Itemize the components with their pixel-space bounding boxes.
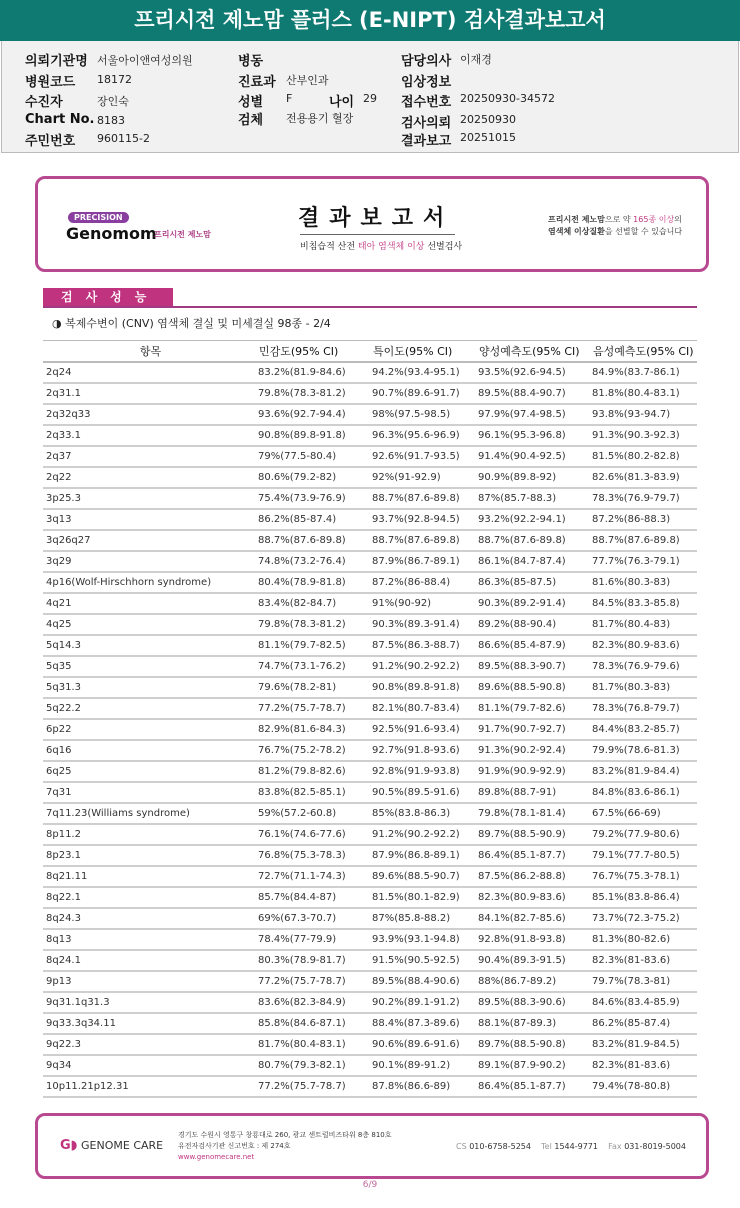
request-value: 20250930 bbox=[460, 113, 516, 126]
cell-npv: 78.3%(76.9-79.6) bbox=[592, 656, 697, 677]
tagline-text: 염색체 이상질환 bbox=[548, 227, 605, 236]
genomom-logo-kr: 프리시전 제노맘 bbox=[154, 230, 211, 239]
cell-specificity: 94.2%(93.4-95.1) bbox=[372, 362, 478, 383]
cell-item: 3q26q27 bbox=[43, 530, 258, 551]
table-row bbox=[43, 992, 697, 1013]
cs-label: CS bbox=[456, 1142, 467, 1151]
report-subtitle bbox=[300, 239, 462, 252]
age-label: 나이 bbox=[329, 95, 355, 110]
section-divider bbox=[43, 306, 697, 308]
cell-item: 6q25 bbox=[43, 761, 258, 782]
cell-specificity: 90.8%(89.8-91.8) bbox=[372, 677, 478, 698]
cell-item: 2q32q33 bbox=[43, 404, 258, 425]
cell-ppv: 91.3%(90.2-92.4) bbox=[478, 740, 592, 761]
table-row bbox=[43, 404, 697, 425]
cell-sensitivity: 83.6%(82.3-84.9) bbox=[258, 992, 372, 1013]
cell-npv: 91.3%(90.3-92.3) bbox=[592, 425, 697, 446]
table-header-row bbox=[43, 341, 697, 363]
cell-specificity: 92%(91-92.9) bbox=[372, 467, 478, 488]
cell-sensitivity: 82.9%(81.6-84.3) bbox=[258, 719, 372, 740]
table-row bbox=[43, 656, 697, 677]
cell-sensitivity: 80.7%(79.3-82.1) bbox=[258, 1055, 372, 1076]
tagline-text: 으로 약 bbox=[604, 215, 634, 224]
cell-ppv: 82.3%(80.9-83.6) bbox=[478, 887, 592, 908]
receipt-label: 접수번호 bbox=[401, 95, 452, 110]
tel-number: 1544-9771 bbox=[554, 1142, 598, 1151]
table-row bbox=[43, 551, 697, 572]
cell-item: 9p13 bbox=[43, 971, 258, 992]
cell-ppv: 89.7%(88.5-90.8) bbox=[478, 1034, 592, 1055]
cell-sensitivity: 79.6%(78.2-81) bbox=[258, 677, 372, 698]
cell-sensitivity: 83.4%(82-84.7) bbox=[258, 593, 372, 614]
cell-sensitivity: 80.4%(78.9-81.8) bbox=[258, 572, 372, 593]
cell-specificity: 90.6%(89.6-91.6) bbox=[372, 1034, 478, 1055]
cell-npv: 82.3%(81-83.6) bbox=[592, 950, 697, 971]
cell-item: 2q31.1 bbox=[43, 383, 258, 404]
tagline-text: 의 bbox=[674, 215, 682, 224]
cell-ppv: 90.4%(89.3-91.5) bbox=[478, 950, 592, 971]
cell-specificity: 90.3%(89.3-91.4) bbox=[372, 614, 478, 635]
doctor-value: 이재경 bbox=[460, 53, 492, 66]
cell-item: 6q16 bbox=[43, 740, 258, 761]
table-row bbox=[43, 971, 697, 992]
cell-item: 8p11.2 bbox=[43, 824, 258, 845]
chart-value: 8183 bbox=[97, 114, 125, 127]
cell-ppv: 81.1%(79.7-82.6) bbox=[478, 698, 592, 719]
table-row bbox=[43, 1055, 697, 1076]
cell-ppv: 87.5%(86.2-88.8) bbox=[478, 866, 592, 887]
cell-npv: 82.3%(80.9-83.6) bbox=[592, 635, 697, 656]
section-subtitle: ◑ 복제수변이 (CNV) 염색체 결실 및 미세결실 98종 - 2/4 bbox=[52, 317, 331, 330]
cell-ppv: 88.1%(87-89.3) bbox=[478, 1013, 592, 1034]
cell-sensitivity: 69%(67.3-70.7) bbox=[258, 908, 372, 929]
cell-ppv: 91.4%(90.4-92.5) bbox=[478, 446, 592, 467]
cell-sensitivity: 93.6%(92.7-94.4) bbox=[258, 404, 372, 425]
cell-item: 2q33.1 bbox=[43, 425, 258, 446]
cell-npv: 93.8%(93-94.7) bbox=[592, 404, 697, 425]
cell-sensitivity: 83.2%(81.9-84.6) bbox=[258, 362, 372, 383]
age-value: 29 bbox=[363, 92, 377, 105]
cell-specificity: 92.5%(91.6-93.4) bbox=[372, 719, 478, 740]
cell-specificity: 87.5%(86.3-88.7) bbox=[372, 635, 478, 656]
cell-sensitivity: 77.2%(75.7-78.7) bbox=[258, 971, 372, 992]
cell-item: 3q29 bbox=[43, 551, 258, 572]
cell-item: 8q24.3 bbox=[43, 908, 258, 929]
cell-ppv: 89.5%(88.3-90.7) bbox=[478, 656, 592, 677]
cell-npv: 81.6%(80.3-83) bbox=[592, 572, 697, 593]
cell-specificity: 87%(85.8-88.2) bbox=[372, 908, 478, 929]
cell-item: 2q22 bbox=[43, 467, 258, 488]
code-value: 18172 bbox=[97, 73, 132, 86]
page-number: 6/9 bbox=[362, 1180, 378, 1190]
section-tab: 검사성능 bbox=[43, 288, 173, 307]
cell-item: 8q24.1 bbox=[43, 950, 258, 971]
cell-specificity: 89.6%(88.5-90.7) bbox=[372, 866, 478, 887]
cell-sensitivity: 90.8%(89.8-91.8) bbox=[258, 425, 372, 446]
cell-sensitivity: 80.3%(78.9-81.7) bbox=[258, 950, 372, 971]
table-row bbox=[43, 572, 697, 593]
cell-sensitivity: 81.7%(80.4-83.1) bbox=[258, 1034, 372, 1055]
subtitle-text: 선별검사 bbox=[424, 242, 463, 252]
cell-specificity: 93.7%(92.8-94.5) bbox=[372, 509, 478, 530]
sex-value: F bbox=[286, 92, 293, 105]
cell-sensitivity: 80.6%(79.2-82) bbox=[258, 467, 372, 488]
cell-specificity: 87.8%(86.6-89) bbox=[372, 1076, 478, 1097]
cell-npv: 81.3%(80-82.6) bbox=[592, 929, 697, 950]
table-row bbox=[43, 866, 697, 887]
cell-npv: 87.2%(86-88.3) bbox=[592, 509, 697, 530]
cell-item: 4p16(Wolf-Hirschhorn syndrome) bbox=[43, 572, 258, 593]
cell-npv: 81.7%(80.3-83) bbox=[592, 677, 697, 698]
rrn-value: 960115-2 bbox=[97, 132, 150, 145]
tagline bbox=[548, 214, 682, 238]
cell-item: 5q14.3 bbox=[43, 635, 258, 656]
cell-item: 2q24 bbox=[43, 362, 258, 383]
cell-specificity: 90.5%(89.5-91.6) bbox=[372, 782, 478, 803]
table-row bbox=[43, 887, 697, 908]
contact-info bbox=[456, 1142, 686, 1151]
cell-specificity: 91.2%(90.2-92.2) bbox=[372, 824, 478, 845]
table-row bbox=[43, 740, 697, 761]
cell-ppv: 86.6%(85.4-87.9) bbox=[478, 635, 592, 656]
cell-npv: 84.8%(83.6-86.1) bbox=[592, 782, 697, 803]
cell-item: 2q37 bbox=[43, 446, 258, 467]
cell-item: 6p22 bbox=[43, 719, 258, 740]
precision-badge: PRECISION bbox=[68, 212, 129, 223]
cell-ppv: 84.1%(82.7-85.6) bbox=[478, 908, 592, 929]
cell-ppv: 89.1%(87.9-90.2) bbox=[478, 1055, 592, 1076]
cell-ppv: 91.7%(90.7-92.7) bbox=[478, 719, 592, 740]
dept-value: 산부인과 bbox=[286, 74, 329, 87]
cell-specificity: 87.2%(86-88.4) bbox=[372, 572, 478, 593]
table-row bbox=[43, 635, 697, 656]
cell-sensitivity: 77.2%(75.7-78.7) bbox=[258, 1076, 372, 1097]
divider bbox=[300, 234, 455, 235]
cell-specificity: 92.7%(91.8-93.6) bbox=[372, 740, 478, 761]
cell-ppv: 92.8%(91.8-93.8) bbox=[478, 929, 592, 950]
table-row bbox=[43, 929, 697, 950]
table-row bbox=[43, 782, 697, 803]
cell-sensitivity: 72.7%(71.1-74.3) bbox=[258, 866, 372, 887]
cell-sensitivity: 81.1%(79.7-82.5) bbox=[258, 635, 372, 656]
table-row bbox=[43, 908, 697, 929]
cell-npv: 86.2%(85-87.4) bbox=[592, 1013, 697, 1034]
genome-care-logo bbox=[60, 1138, 163, 1153]
table-row bbox=[43, 1034, 697, 1055]
cell-specificity: 88.7%(87.6-89.8) bbox=[372, 530, 478, 551]
cell-specificity: 90.2%(89.1-91.2) bbox=[372, 992, 478, 1013]
cell-ppv: 93.2%(92.2-94.1) bbox=[478, 509, 592, 530]
cell-specificity: 90.7%(89.6-91.7) bbox=[372, 383, 478, 404]
header-sensitivity: 민감도(95% CI) bbox=[258, 341, 372, 363]
cell-sensitivity: 86.2%(85-87.4) bbox=[258, 509, 372, 530]
doctor-label: 담당의사 bbox=[401, 54, 452, 69]
cell-ppv: 89.2%(88-90.4) bbox=[478, 614, 592, 635]
cell-ppv: 89.6%(88.5-90.8) bbox=[478, 677, 592, 698]
cell-sensitivity: 83.8%(82.5-85.1) bbox=[258, 782, 372, 803]
cell-ppv: 88.7%(87.6-89.8) bbox=[478, 530, 592, 551]
cell-sensitivity: 79%(77.5-80.4) bbox=[258, 446, 372, 467]
request-label: 검사의뢰 bbox=[401, 116, 452, 131]
cell-specificity: 98%(97.5-98.5) bbox=[372, 404, 478, 425]
cell-item: 8q21.11 bbox=[43, 866, 258, 887]
report-header-box bbox=[35, 176, 709, 272]
cell-item: 7q31 bbox=[43, 782, 258, 803]
specimen-label: 검체 bbox=[238, 113, 264, 128]
header-item: 항목 bbox=[43, 341, 258, 363]
cell-specificity: 91%(90-92) bbox=[372, 593, 478, 614]
cell-sensitivity: 59%(57.2-60.8) bbox=[258, 803, 372, 824]
cell-ppv: 87%(85.7-88.3) bbox=[478, 488, 592, 509]
cell-sensitivity: 75.4%(73.9-76.9) bbox=[258, 488, 372, 509]
cell-sensitivity: 88.7%(87.6-89.8) bbox=[258, 530, 372, 551]
table-row bbox=[43, 761, 697, 782]
report-title: 프리시전 제노맘 플러스 (E-NIPT) 검사결과보고서 bbox=[0, 0, 740, 41]
cell-sensitivity: 74.7%(73.1-76.2) bbox=[258, 656, 372, 677]
cell-npv: 79.9%(78.6-81.3) bbox=[592, 740, 697, 761]
registration: 유전자검사기관 신고번호 : 제 274호 bbox=[178, 1142, 291, 1150]
cell-sensitivity: 76.1%(74.6-77.6) bbox=[258, 824, 372, 845]
code-label: 병원코드 bbox=[25, 75, 76, 90]
tagline-text: 을 선별할 수 있습니다 bbox=[604, 227, 683, 236]
cell-specificity: 88.7%(87.6-89.8) bbox=[372, 488, 478, 509]
cell-sensitivity: 77.2%(75.7-78.7) bbox=[258, 698, 372, 719]
cell-sensitivity: 85.8%(84.6-87.1) bbox=[258, 1013, 372, 1034]
cell-npv: 79.4%(78-80.8) bbox=[592, 1076, 697, 1097]
cell-npv: 73.7%(72.3-75.2) bbox=[592, 908, 697, 929]
cell-npv: 84.6%(83.4-85.9) bbox=[592, 992, 697, 1013]
cell-ppv: 90.3%(89.2-91.4) bbox=[478, 593, 592, 614]
cell-sensitivity: 81.2%(79.8-82.6) bbox=[258, 761, 372, 782]
cell-specificity: 85%(83.8-86.3) bbox=[372, 803, 478, 824]
table-row bbox=[43, 1013, 697, 1034]
hospital-value: 서울아이앤여성의원 bbox=[97, 54, 193, 67]
clinical-label: 임상정보 bbox=[401, 75, 452, 90]
sex-label: 성별 bbox=[238, 95, 264, 110]
cell-item: 9q31.1q31.3 bbox=[43, 992, 258, 1013]
table-row bbox=[43, 425, 697, 446]
cell-item: 8q13 bbox=[43, 929, 258, 950]
cell-npv: 84.5%(83.3-85.8) bbox=[592, 593, 697, 614]
report-date-value: 20251015 bbox=[460, 131, 516, 144]
cell-specificity: 90.1%(89-91.2) bbox=[372, 1055, 478, 1076]
cell-npv: 79.2%(77.9-80.6) bbox=[592, 824, 697, 845]
chart-label: Chart No. bbox=[25, 112, 95, 127]
cell-sensitivity: 76.7%(75.2-78.2) bbox=[258, 740, 372, 761]
cell-ppv: 97.9%(97.4-98.5) bbox=[478, 404, 592, 425]
cell-npv: 78.3%(76.9-79.7) bbox=[592, 488, 697, 509]
cell-npv: 79.7%(78.3-81) bbox=[592, 971, 697, 992]
address: 경기도 수원시 영통구 창룡대로 260, 광교 센트럴비즈타워 8층 810호 bbox=[178, 1131, 392, 1139]
footer-box bbox=[35, 1113, 709, 1179]
cell-npv: 77.7%(76.3-79.1) bbox=[592, 551, 697, 572]
cell-npv: 83.2%(81.9-84.4) bbox=[592, 761, 697, 782]
cell-item: 5q22.2 bbox=[43, 698, 258, 719]
cell-ppv: 86.1%(84.7-87.4) bbox=[478, 551, 592, 572]
cell-specificity: 89.5%(88.4-90.6) bbox=[372, 971, 478, 992]
cell-sensitivity: 79.8%(78.3-81.2) bbox=[258, 383, 372, 404]
cell-item: 8p23.1 bbox=[43, 845, 258, 866]
cell-ppv: 86.3%(85-87.5) bbox=[478, 572, 592, 593]
cell-specificity: 93.9%(93.1-94.8) bbox=[372, 929, 478, 950]
cell-ppv: 93.5%(92.6-94.5) bbox=[478, 362, 592, 383]
cell-item: 9q22.3 bbox=[43, 1034, 258, 1055]
fax-label: Fax bbox=[608, 1142, 622, 1151]
table-row bbox=[43, 530, 697, 551]
cell-ppv: 89.7%(88.5-90.9) bbox=[478, 824, 592, 845]
cell-ppv: 91.9%(90.9-92.9) bbox=[478, 761, 592, 782]
cell-item: 8q22.1 bbox=[43, 887, 258, 908]
cell-ppv: 86.4%(85.1-87.7) bbox=[478, 1076, 592, 1097]
cell-specificity: 81.5%(80.1-82.9) bbox=[372, 887, 478, 908]
cell-npv: 81.5%(80.2-82.8) bbox=[592, 446, 697, 467]
cell-npv: 81.7%(80.4-83) bbox=[592, 614, 697, 635]
cell-specificity: 88.4%(87.3-89.6) bbox=[372, 1013, 478, 1034]
cell-sensitivity: 76.8%(75.3-78.3) bbox=[258, 845, 372, 866]
specimen-value: 전용용기 혈장 bbox=[286, 112, 354, 125]
cell-ppv: 96.1%(95.3-96.8) bbox=[478, 425, 592, 446]
cell-sensitivity: 85.7%(84.4-87) bbox=[258, 887, 372, 908]
fax-number: 031-8019-5004 bbox=[624, 1142, 686, 1151]
cell-item: 3q13 bbox=[43, 509, 258, 530]
performance-table bbox=[43, 340, 697, 1098]
rrn-label: 주민번호 bbox=[25, 134, 76, 149]
table-row bbox=[43, 509, 697, 530]
cell-item: 4q21 bbox=[43, 593, 258, 614]
cell-item: 9q33.3q34.11 bbox=[43, 1013, 258, 1034]
cell-npv: 82.3%(81-83.6) bbox=[592, 1055, 697, 1076]
cell-npv: 83.2%(81.9-84.5) bbox=[592, 1034, 697, 1055]
hospital-label: 의뢰기관명 bbox=[25, 54, 88, 69]
patient-label: 수진자 bbox=[25, 95, 63, 110]
genomom-logo: Genomom bbox=[66, 224, 157, 243]
table-row bbox=[43, 719, 697, 740]
cell-sensitivity: 79.8%(78.3-81.2) bbox=[258, 614, 372, 635]
table-row bbox=[43, 362, 697, 383]
report-date-label: 결과보고 bbox=[401, 134, 452, 149]
cell-ppv: 79.8%(78.1-81.4) bbox=[478, 803, 592, 824]
logo-icon: G◗ bbox=[60, 1138, 78, 1153]
cell-npv: 84.9%(83.7-86.1) bbox=[592, 362, 697, 383]
header-specificity: 특이도(95% CI) bbox=[372, 341, 478, 363]
cell-npv: 84.4%(83.2-85.7) bbox=[592, 719, 697, 740]
table-row bbox=[43, 698, 697, 719]
table-row bbox=[43, 614, 697, 635]
table-row bbox=[43, 383, 697, 404]
logo-text: GENOME CARE bbox=[81, 1139, 164, 1152]
header-npv: 음성예측도(95% CI) bbox=[592, 341, 697, 363]
cell-npv: 76.7%(75.3-78.1) bbox=[592, 866, 697, 887]
table-row bbox=[43, 1076, 697, 1097]
cell-ppv: 90.9%(89.8-92) bbox=[478, 467, 592, 488]
table-row bbox=[43, 845, 697, 866]
table-row bbox=[43, 824, 697, 845]
patient-info-panel bbox=[1, 41, 739, 153]
cell-specificity: 87.9%(86.8-89.1) bbox=[372, 845, 478, 866]
cell-npv: 85.1%(83.8-86.4) bbox=[592, 887, 697, 908]
table-row bbox=[43, 677, 697, 698]
cell-specificity: 92.6%(91.7-93.5) bbox=[372, 446, 478, 467]
cell-ppv: 88%(86.7-89.2) bbox=[478, 971, 592, 992]
patient-value: 장인숙 bbox=[97, 95, 129, 108]
table-row bbox=[43, 467, 697, 488]
cell-sensitivity: 78.4%(77-79.9) bbox=[258, 929, 372, 950]
company-address bbox=[178, 1130, 392, 1163]
cell-npv: 78.3%(76.8-79.7) bbox=[592, 698, 697, 719]
tagline-text: 프리시전 제노맘 bbox=[548, 215, 605, 224]
cell-npv: 88.7%(87.6-89.8) bbox=[592, 530, 697, 551]
cell-ppv: 89.8%(88.7-91) bbox=[478, 782, 592, 803]
subtitle-text: 비침습적 산전 bbox=[300, 242, 358, 252]
cs-number: 010-6758-5254 bbox=[469, 1142, 531, 1151]
table-row bbox=[43, 950, 697, 971]
receipt-value: 20250930-34572 bbox=[460, 92, 555, 105]
cell-item: 10p11.21p12.31 bbox=[43, 1076, 258, 1097]
cell-item: 7q11.23(Williams syndrome) bbox=[43, 803, 258, 824]
cell-npv: 67.5%(66-69) bbox=[592, 803, 697, 824]
cell-ppv: 89.5%(88.4-90.7) bbox=[478, 383, 592, 404]
table-row bbox=[43, 593, 697, 614]
cell-ppv: 89.5%(88.3-90.6) bbox=[478, 992, 592, 1013]
result-report-heading: 결과보고서 bbox=[298, 206, 455, 231]
table-row bbox=[43, 803, 697, 824]
cell-npv: 79.1%(77.7-80.5) bbox=[592, 845, 697, 866]
cell-ppv: 86.4%(85.1-87.7) bbox=[478, 845, 592, 866]
cell-specificity: 92.8%(91.9-93.8) bbox=[372, 761, 478, 782]
cell-item: 3p25.3 bbox=[43, 488, 258, 509]
cell-item: 5q31.3 bbox=[43, 677, 258, 698]
tagline-highlight: 165종 이상 bbox=[633, 215, 675, 224]
dept-label: 진료과 bbox=[238, 75, 276, 90]
website-link[interactable]: www.genomecare.net bbox=[178, 1153, 255, 1161]
header-ppv: 양성예측도(95% CI) bbox=[478, 341, 592, 363]
cell-specificity: 91.5%(90.5-92.5) bbox=[372, 950, 478, 971]
cell-sensitivity: 74.8%(73.2-76.4) bbox=[258, 551, 372, 572]
cell-specificity: 91.2%(90.2-92.2) bbox=[372, 656, 478, 677]
cell-item: 5q35 bbox=[43, 656, 258, 677]
ward-label: 병동 bbox=[238, 54, 264, 69]
cell-item: 4q25 bbox=[43, 614, 258, 635]
cell-specificity: 87.9%(86.7-89.1) bbox=[372, 551, 478, 572]
table-row bbox=[43, 446, 697, 467]
table-row bbox=[43, 488, 697, 509]
cell-specificity: 82.1%(80.7-83.4) bbox=[372, 698, 478, 719]
cell-npv: 82.6%(81.3-83.9) bbox=[592, 467, 697, 488]
cell-specificity: 96.3%(95.6-96.9) bbox=[372, 425, 478, 446]
tel-label: Tel bbox=[541, 1142, 552, 1151]
subtitle-highlight: 태아 염색체 이상 bbox=[357, 242, 425, 252]
cell-item: 9q34 bbox=[43, 1055, 258, 1076]
cell-npv: 81.8%(80.4-83.1) bbox=[592, 383, 697, 404]
